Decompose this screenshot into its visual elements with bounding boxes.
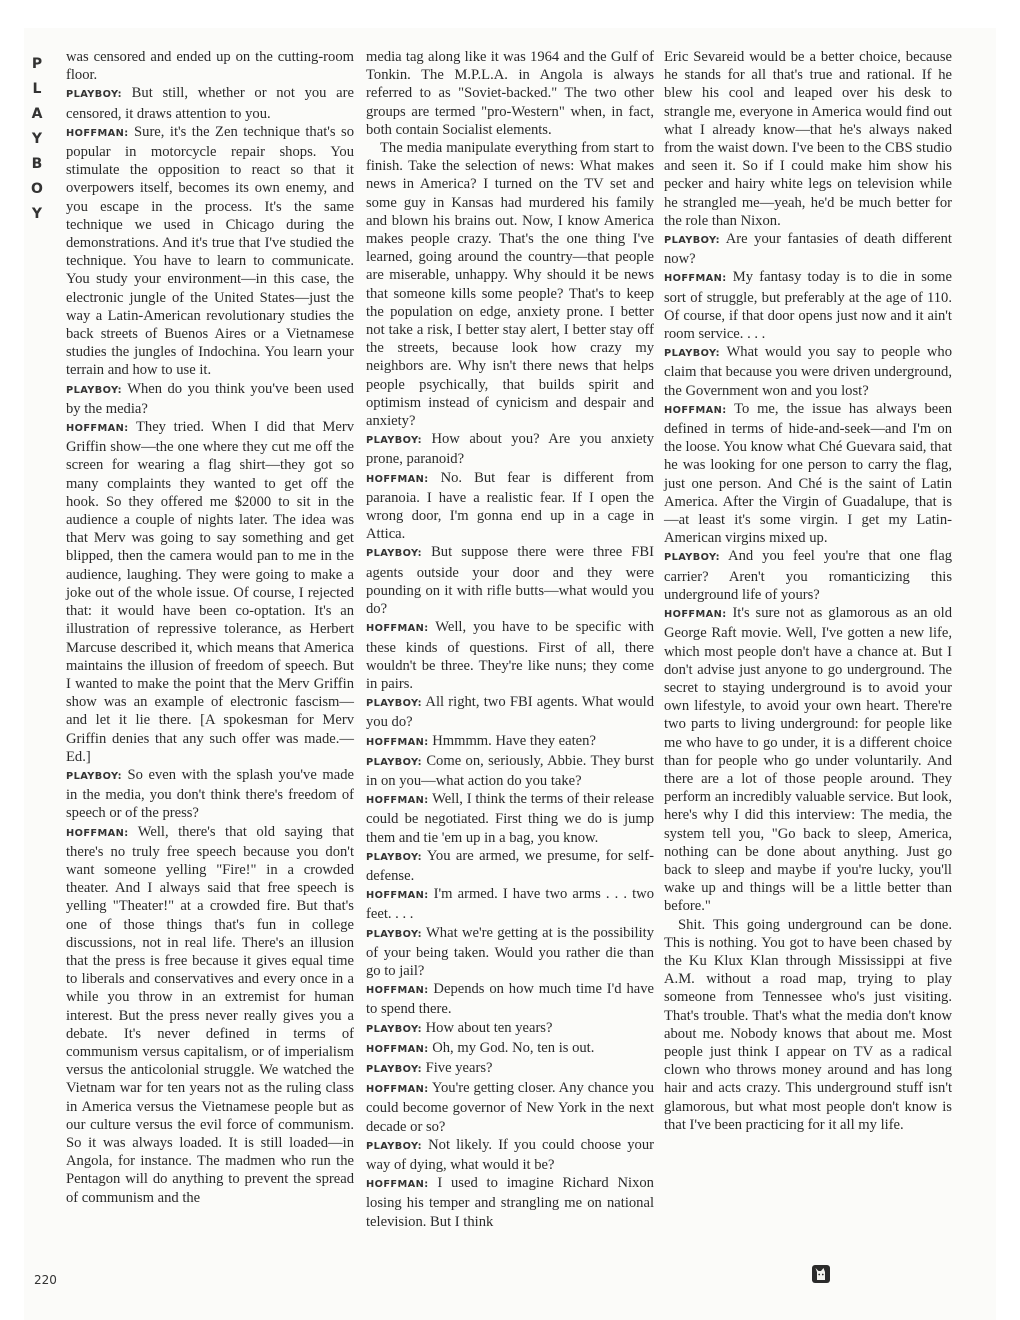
paragraph: [664, 547, 952, 604]
paragraph: [66, 84, 354, 122]
paragraph: [366, 980, 654, 1018]
speaker-label: PLAYBOY:: [664, 348, 720, 360]
paragraph: [664, 916, 952, 1134]
paragraph: [366, 543, 654, 618]
paragraph-text: Shit. This going underground can be done. This is nothing. You got to have been chased by the Ku Klux Klan through Mississippi at five A.M. without a road map, trying to play someone from Tennessee who's just visiting. That's trouble. That's what the media don't know about me. Nobody knows that about me. Most people just think I appear on TV as a radical clown who throws money around and has long hair and acts crazy. This underground stuff isn't glamorous, but what most people don't know is that I've been practicing for it all my life.: [664, 916, 952, 1133]
paragraph: [366, 469, 654, 544]
paragraph: [664, 268, 952, 343]
logo-letter: B: [31, 156, 43, 172]
logo-letter: Y: [31, 131, 43, 147]
paragraph: [664, 48, 952, 230]
paragraph: [66, 766, 354, 823]
paragraph-text: But suppose there were three FBI agents outside your door and they were pounding on it with rifle butts—what would you do?: [366, 544, 654, 618]
paragraph-text: Come on, seriously, Abbie. They burst in on you—what action do you take?: [366, 752, 654, 789]
paragraph-text: To me, the issue has always been defined in terms of hide-and-seek—and I'm on the loose. You know what Ché Guevara said, that he was looking for one person to carry the flag, just one person. And Ché is the saint of Latin America. After the Virgin of Guadalupe, that is—at least it's some virgin. I get my Latin-American virgins mixed up.: [664, 400, 953, 547]
speaker-label: HOFFMAN:: [366, 1084, 429, 1096]
paragraph: [366, 752, 654, 790]
logo-letter: A: [31, 106, 43, 122]
paragraph-text: What would you say to people who claim that because you were driven underground, the Government won and you lost?: [664, 344, 952, 399]
magazine-page: [24, 28, 996, 1320]
paragraph: [366, 1079, 654, 1136]
paragraph: [366, 1039, 654, 1059]
speaker-label: PLAYBOY:: [366, 1023, 422, 1035]
paragraph-text: media tag along like it was 1964 and the Gulf of Tonkin. The M.P.L.A. in Angola is always referred to as "Soviet-backed." The two other groups are termed "pro-Western" when, in fact, both contain Socialist elements.: [366, 49, 654, 138]
speaker-label: HOFFMAN:: [664, 404, 727, 416]
paragraph-text: All right, two FBI agents. What would you do?: [366, 694, 655, 731]
speaker-label: PLAYBOY:: [366, 851, 422, 863]
paragraph: [366, 139, 654, 430]
speaker-label: PLAYBOY:: [66, 89, 122, 101]
paragraph-text: Depends on how much time I'd have to spend there.: [366, 981, 654, 1018]
speaker-label: PLAYBOY:: [366, 1063, 422, 1075]
text-column-1: [66, 48, 354, 1207]
paragraph-text: Sure, it's the Zen technique that's so popular in motorcycle repair shops. You stimulate the opposition to react so that it overpowers itself, becomes its own enemy, and you escape in the process. It's the same technique we used in Chicago during the demonstrations. And it's true that I've studied the technique. You have to learn to communicate. You study your environment—in this case, the electronic jungle of the United States—just the way a Latin-American revolutionary studies the back streets of Buenos Aires or a Vietnamese studies the jungles of Indochina. You learn your terrain and how to use it.: [66, 123, 355, 379]
paragraph: [66, 48, 354, 84]
speaker-label: PLAYBOY:: [66, 770, 122, 782]
paragraph: [366, 924, 654, 981]
paragraph: [664, 343, 952, 400]
paragraph: [366, 1059, 654, 1079]
paragraph-text: My fantasy today is to die in some sort of struggle, but preferably at the age of 110. Of course, if that door opens just now and it ain't room service. . . .: [664, 269, 953, 343]
paragraph: [366, 732, 654, 752]
speaker-label: PLAYBOY:: [366, 548, 422, 560]
speaker-label: HOFFMAN:: [66, 827, 129, 839]
speaker-label: HOFFMAN:: [66, 127, 129, 139]
text-column-2: [366, 48, 654, 1231]
paragraph-text: No. But fear is different from paranoia. I have a realistic fear. If I open the wrong door, I'm gonna end up in a cage in Attica.: [366, 469, 655, 543]
paragraph-text: Eric Sevareid would be a better choice, because he stands for all that's true and rational. If he blew his cool and leaped over his desk to strangle me, everyone in America would find out what I already know—that he's always naked from the waist down. I've been to the CBS studio and seen it. So if I could make him show his pecker and hairy white legs on television while he strangled me—yeah, he'd be much better for the role than Nixon.: [664, 49, 952, 229]
paragraph: [366, 1136, 654, 1174]
paragraph-text: You are armed, we presume, for self-defense.: [366, 847, 654, 884]
speaker-label: HOFFMAN:: [366, 1179, 429, 1191]
paragraph: [366, 430, 654, 468]
paragraph-text: How about ten years?: [425, 1019, 553, 1036]
paragraph-text: It's sure not as glamorous as an old George Raft movie. Well, I've gotten a new life, which most people don't have a chance at. But I don't advise just anyone to go underground. The secret to staying underground is to avoid your own lifestyle, to avoid your own heart. There're two parts to living underground: for people like me who have to go under, it is a different choice than for people who go under voluntarily. And there are a lot of those people around. They perform an incredibly valuable service. But look, here's why I did this interview: The media, the system tell you, "Go back to sleep, America, nothing can be done about anything. Just go back to sleep and maybe if you're lucky, you'll wake up and things will be a little better than before.": [664, 605, 952, 915]
paragraph-text: I'm armed. I have two arms . . . two feet. . . .: [366, 886, 654, 923]
speaker-label: PLAYBOY:: [664, 235, 720, 247]
paragraph-text: You're getting closer. Any chance you could become governor of New York in the next decade or so?: [366, 1080, 654, 1135]
rabbit-end-mark-icon: [812, 1265, 830, 1283]
paragraph-text: The media manipulate everything from start to finish. Take the selection of news: What makes news in America? I turned on the TV set and some guy in Kansas had murdered his family and blown his brains out. Now, I know America makes people crazy. That's the one thing I've learned, going around the country—that people are miserable, unhappy. Why should it be news that someone kills some people? That's to keep the population on edge, anxiety prone. I better not take a risk, I better stay alert, I better stay off the streets, because look how crazy my neighbors are. Why isn't there news that helps people psychically, that builds spirit and optimism instead of cynicism and despair and anxiety?: [366, 140, 654, 430]
logo-letter: L: [32, 81, 42, 97]
paragraph-text: I used to imagine Richard Nixon losing his temper and strangling me on national television. But I think: [366, 1175, 654, 1230]
paragraph-text: Well, you have to be specific with these kinds of questions. First of all, there wouldn't be three. They're like nuns; they come in pairs.: [366, 619, 654, 692]
paragraph: [66, 123, 354, 380]
speaker-label: HOFFMAN:: [366, 795, 429, 807]
paragraph-text: What we're getting at is the possibility of your being taken. Would you rather die than go to jail?: [366, 924, 654, 979]
paragraph: [366, 790, 654, 847]
paragraph-text: Not likely. If you could choose your way of dying, what would it be?: [366, 1136, 655, 1173]
logo-letter: P: [31, 56, 43, 72]
paragraph-text: So even with the splash you've made in the media, you don't think there's freedom of speech or of the press?: [66, 766, 354, 822]
paragraph-text: When do you think you've been used by the media?: [66, 380, 354, 417]
paragraph-text: They tried. When I did that Merv Griffin show—the one where they cut me off the screen for wearing a flag shirt—they got so many complaints they wanted to get off the hook. So they offered me $2000 to sit in the audience a couple of nights later. The idea was that Merv was going to say something and get blipped, then the camera would pan to me in the audience, laughing. They were going to make a joke out of the whole issue. Of course, I rejected that: it would have been co-optation. It's an illustration of repressive tolerance, as Herbert Marcuse described it, which means that America maintains the illusion of freedom of speech. But I wanted to make the point that the Merv Griffin show was an example of electronic fascism—and let it lie there. [A spokesman for Merv Griffin denies that any such offer was made.—Ed.]: [66, 419, 354, 765]
logo-letter: O: [31, 181, 43, 197]
paragraph-text: Well, there's that old saying that there's no truly free speech because you don't want someone yelling "Fire!" in a crowded theater. And I always said that free speech is yelling "Theater!" at a crowded fire. But that's one of those things that's fun in college discussions, not in real life. There's an illusion that the press is free because it gives equal time to liberals and conservatives and every once in a while you throw in an extremist for human interest. But the press never really gives you a debate. It's never defined in terms of communism versus capitalism, or of imperialism versus the anticolonial struggle. We watched the Vietnam war for ten years not as the ruling class in America versus the Vietnamese people but as our culture versus the evil force of communism. So it was always loaded. It is still loaded—in Angola, for instance. The madmen who run the Pentagon will do anything to prevent the spread of communism and the: [66, 823, 354, 1206]
playboy-vertical-logo: [27, 52, 47, 227]
logo-letter: Y: [31, 206, 43, 222]
paragraph: [66, 823, 354, 1207]
speaker-label: PLAYBOY:: [66, 384, 122, 396]
paragraph-text: How about you? Are you anxiety prone, paranoid?: [366, 431, 654, 468]
paragraph: [366, 618, 654, 693]
paragraph: [664, 400, 952, 548]
paragraph: [366, 1174, 654, 1231]
paragraph: [664, 604, 952, 915]
speaker-label: HOFFMAN:: [664, 609, 727, 621]
speaker-label: HOFFMAN:: [366, 473, 429, 485]
speaker-label: HOFFMAN:: [366, 890, 429, 902]
paragraph: [366, 1019, 654, 1039]
paragraph-text: Five years?: [425, 1059, 493, 1076]
speaker-label: PLAYBOY:: [366, 698, 422, 710]
speaker-label: HOFFMAN:: [366, 1043, 429, 1055]
paragraph-text: Oh, my God. No, ten is out.: [432, 1039, 595, 1056]
speaker-label: HOFFMAN:: [66, 423, 129, 435]
page-number: 220: [34, 1273, 57, 1287]
paragraph: [366, 885, 654, 923]
paragraph: [366, 847, 654, 885]
speaker-label: PLAYBOY:: [366, 928, 422, 940]
paragraph: [66, 380, 354, 418]
speaker-label: HOFFMAN:: [366, 623, 429, 635]
paragraph: [66, 418, 354, 766]
speaker-label: HOFFMAN:: [366, 736, 429, 748]
speaker-label: PLAYBOY:: [366, 756, 422, 768]
paragraph: [664, 230, 952, 268]
paragraph: [366, 48, 654, 139]
speaker-label: HOFFMAN:: [366, 985, 429, 997]
paragraph-text: Hmmmm. Have they eaten?: [432, 732, 596, 749]
paragraph-text: Well, I think the terms of their release could be negotiated. First thing we do is jump them and tie 'em up in a bag, you know.: [366, 791, 654, 846]
speaker-label: PLAYBOY:: [366, 1140, 422, 1152]
paragraph-text: But still, whether or not you are censored, it draws attention to you.: [66, 85, 354, 122]
speaker-label: PLAYBOY:: [366, 435, 422, 447]
paragraph: [366, 693, 654, 731]
text-column-3: [664, 48, 952, 1134]
speaker-label: HOFFMAN:: [664, 273, 727, 285]
paragraph-text: And you feel you're that one flag carrier? Aren't you romanticizing this underground life of yours?: [664, 548, 952, 603]
paragraph-text: Are your fantasies of death different now?: [664, 231, 952, 268]
paragraph-text: was censored and ended up on the cutting-room floor.: [66, 49, 354, 84]
speaker-label: PLAYBOY:: [664, 552, 720, 564]
